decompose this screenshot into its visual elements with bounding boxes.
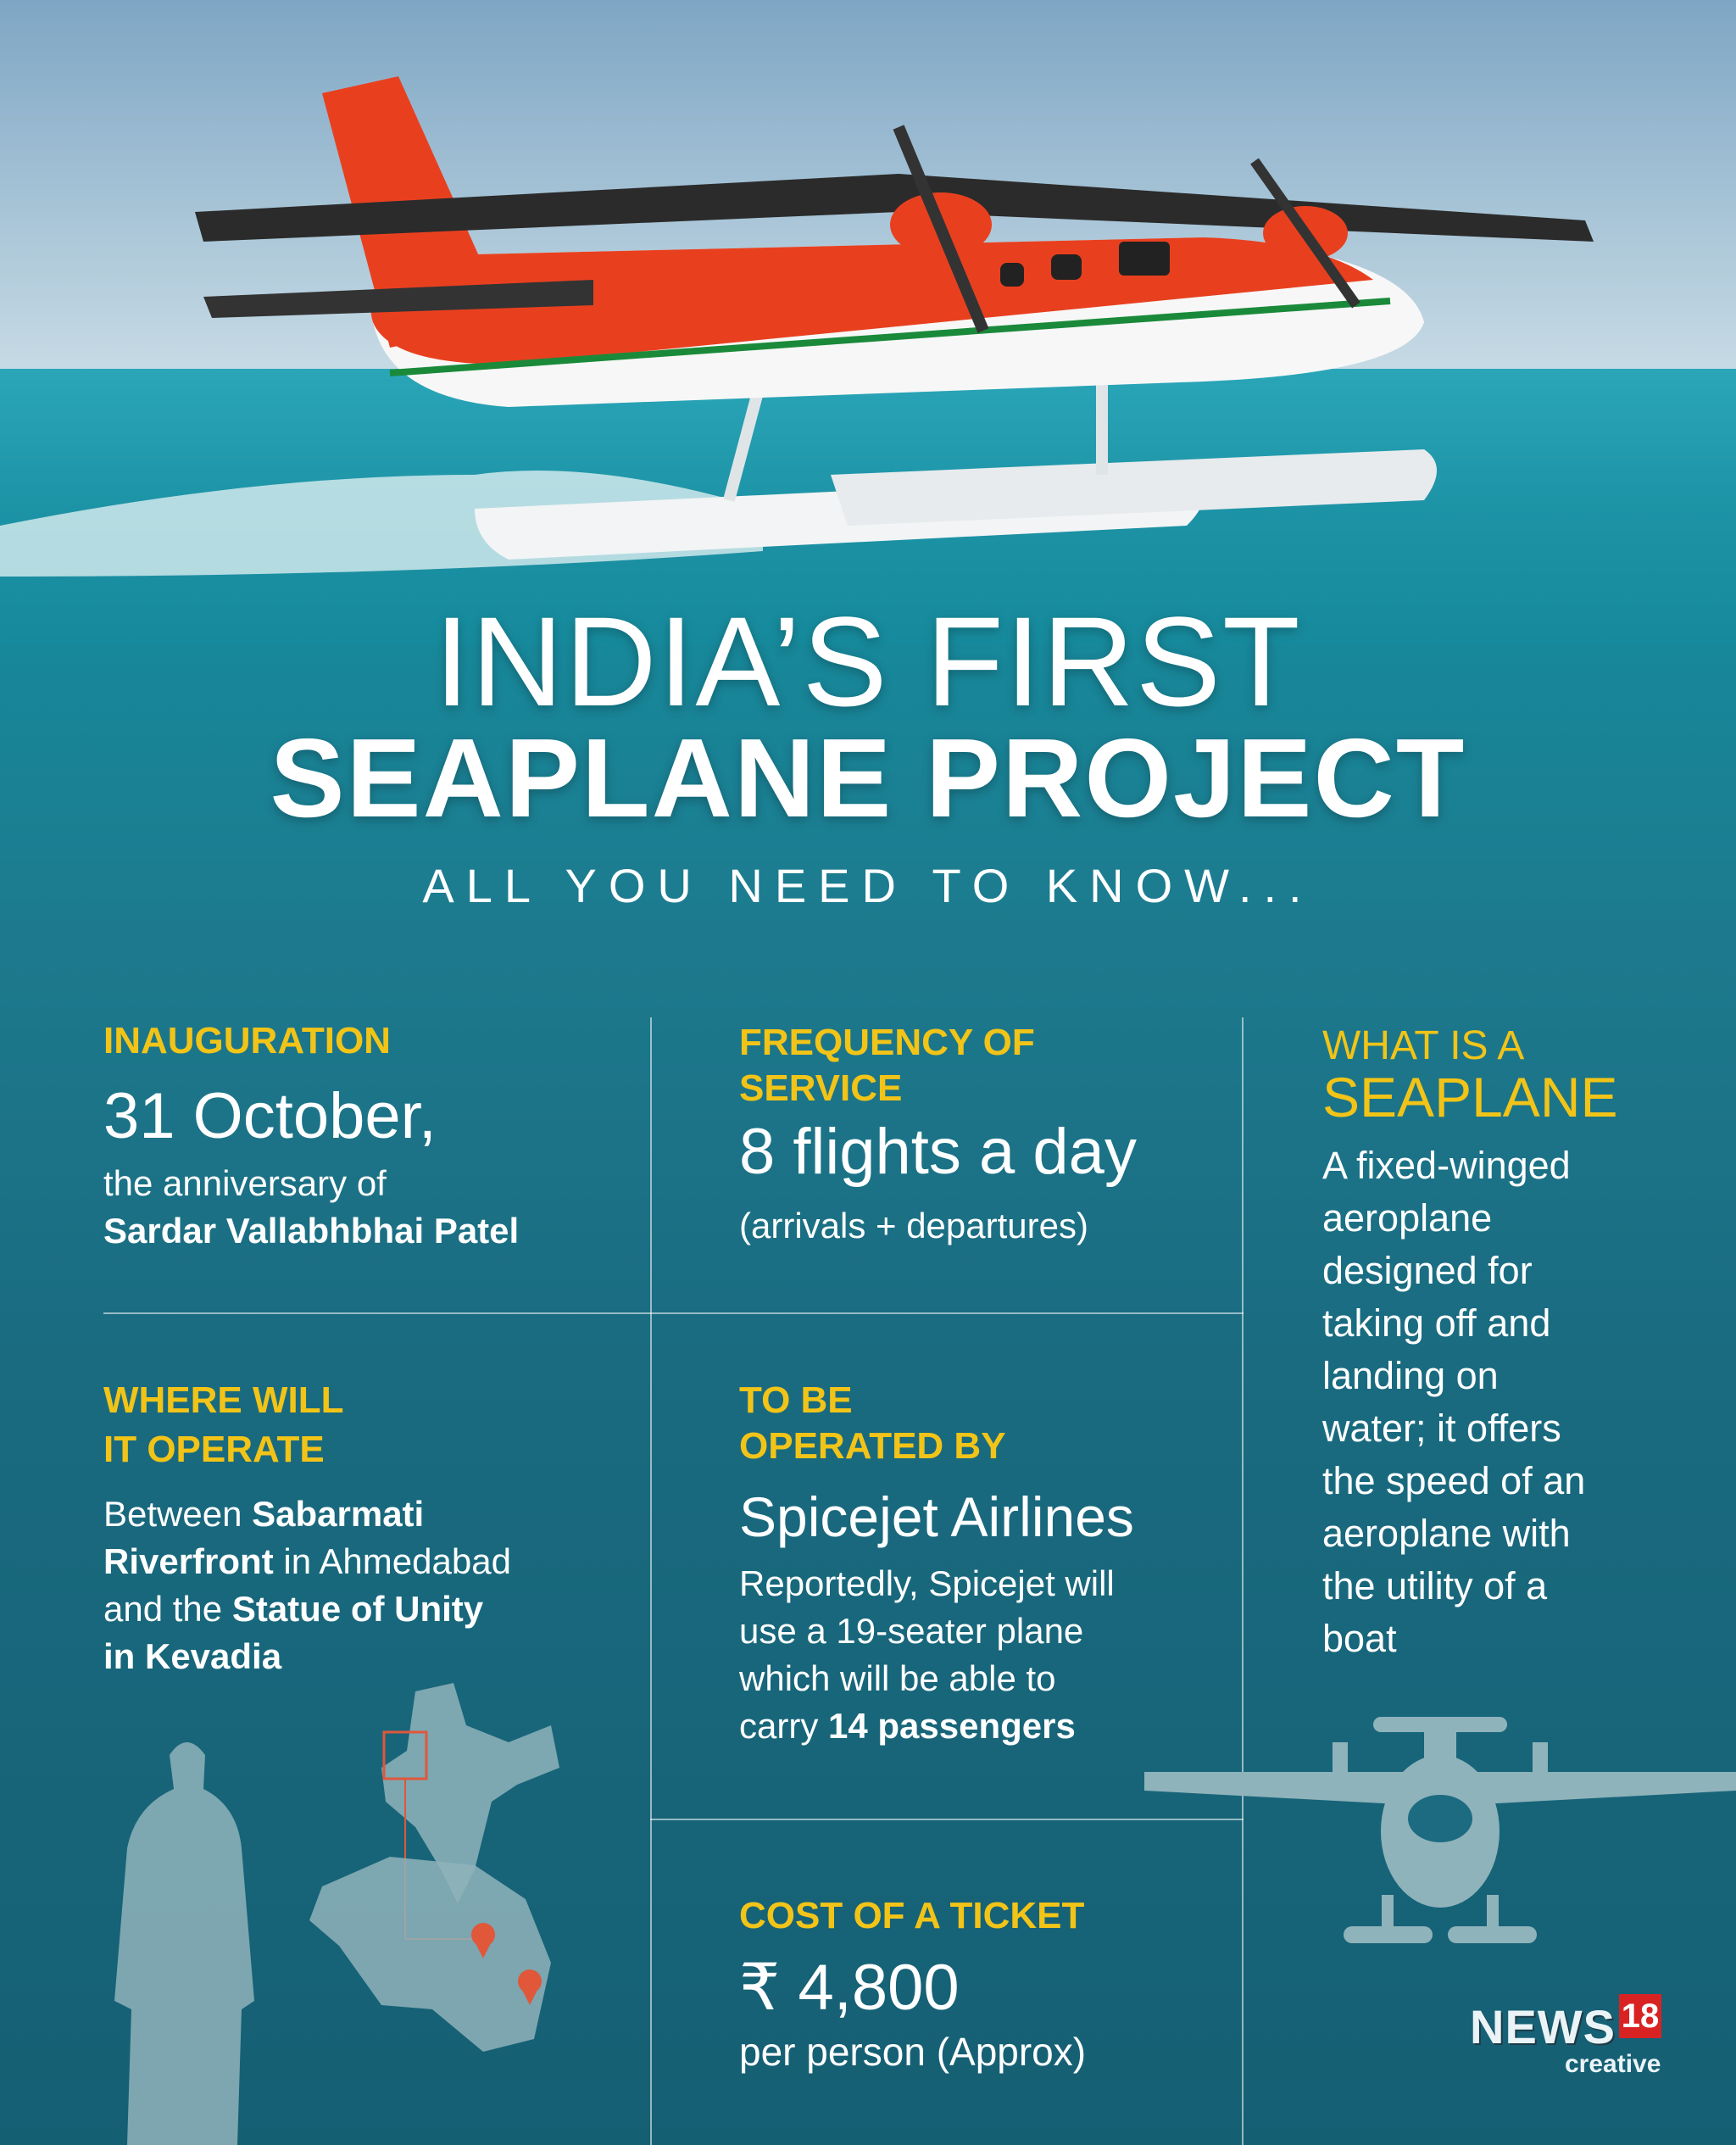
operator-label-line-2: OPERATED BY <box>739 1425 1006 1467</box>
where-label-line-2: IT OPERATE <box>103 1429 325 1470</box>
what-is-line: aeroplane <box>1322 1196 1493 1240</box>
frequency-label-line-2: SERVICE <box>739 1067 903 1109</box>
statue-silhouette <box>93 1730 280 2145</box>
what-is-line: the speed of an <box>1322 1459 1586 1502</box>
frequency-label-line-1: FREQUENCY OF <box>739 1022 1035 1063</box>
operator-passengers: 14 passengers <box>828 1706 1076 1746</box>
where-text: Between <box>103 1494 253 1534</box>
frequency-value: 8 flights a day <box>739 1116 1137 1188</box>
operator-line: Reportedly, Spicejet will <box>739 1563 1115 1603</box>
ticket-note: per person (Approx) <box>739 2030 1087 2074</box>
what-is-line: the utility of a <box>1322 1564 1548 1607</box>
where-bold: Riverfront <box>103 1541 274 1581</box>
divider-vertical-2 <box>1242 1017 1244 2145</box>
map-graphic <box>305 1674 576 2060</box>
what-is-label: WHAT IS A <box>1322 1023 1525 1068</box>
where-bold: in Kevadia <box>103 1636 282 1676</box>
where-text: in Ahmedabad <box>273 1541 511 1581</box>
frequency-note: (arrivals + departures) <box>739 1206 1088 1245</box>
operator-line: use a 19-seater plane <box>739 1611 1084 1651</box>
logo-tag: creative <box>1565 2050 1661 2078</box>
where-description <box>103 1490 511 1680</box>
where-bold: Statue of Unity <box>231 1589 484 1629</box>
what-is-line: boat <box>1322 1617 1397 1660</box>
what-is-line: A fixed-winged <box>1322 1144 1571 1187</box>
ticket-price: ₹ 4,800 <box>739 1952 960 2024</box>
seaplane-photo <box>0 0 1736 644</box>
operator-name: Spicejet Airlines <box>739 1485 1134 1548</box>
where-text: and the <box>103 1589 232 1629</box>
inauguration-date: 31 October, <box>103 1080 437 1152</box>
inauguration-line-1: the anniversary of <box>103 1163 387 1203</box>
title-line-1: INDIA’S FIRST <box>434 590 1302 733</box>
divider-vertical-1 <box>650 1017 652 2145</box>
logo-number: 18 <box>1619 1994 1661 2038</box>
what-is-line: designed for <box>1322 1249 1533 1292</box>
what-is-line: water; it offers <box>1322 1407 1561 1450</box>
what-is-line: landing on <box>1322 1354 1499 1397</box>
ticket-label: COST OF A TICKET <box>739 1895 1085 1936</box>
subtitle: ALL YOU NEED TO KNOW... <box>422 859 1314 912</box>
operator-label-line-1: TO BE <box>739 1379 853 1421</box>
what-is-line: aeroplane with <box>1322 1512 1571 1555</box>
operator-line: which will be able to <box>739 1658 1056 1698</box>
where-bold: Sabarmati <box>252 1494 425 1534</box>
news18-logo <box>1470 1994 1665 2087</box>
seaplane-icon <box>1144 1713 1736 1958</box>
divider-horizontal-1 <box>103 1312 1244 1314</box>
what-is-line: taking off and <box>1322 1301 1551 1345</box>
inauguration-line-2: Sardar Vallabhbhai Patel <box>103 1211 520 1251</box>
inauguration-label: INAUGURATION <box>103 1020 391 1061</box>
what-is-description <box>1322 1139 1678 1665</box>
title-line-2: SEAPLANE PROJECT <box>270 716 1466 840</box>
operator-line: carry <box>739 1706 828 1746</box>
logo-news: NEWS <box>1470 2000 1616 2053</box>
where-label-line-1: WHERE WILL <box>103 1379 344 1421</box>
operator-description <box>739 1560 1115 1750</box>
what-is-title: SEAPLANE <box>1322 1066 1618 1128</box>
